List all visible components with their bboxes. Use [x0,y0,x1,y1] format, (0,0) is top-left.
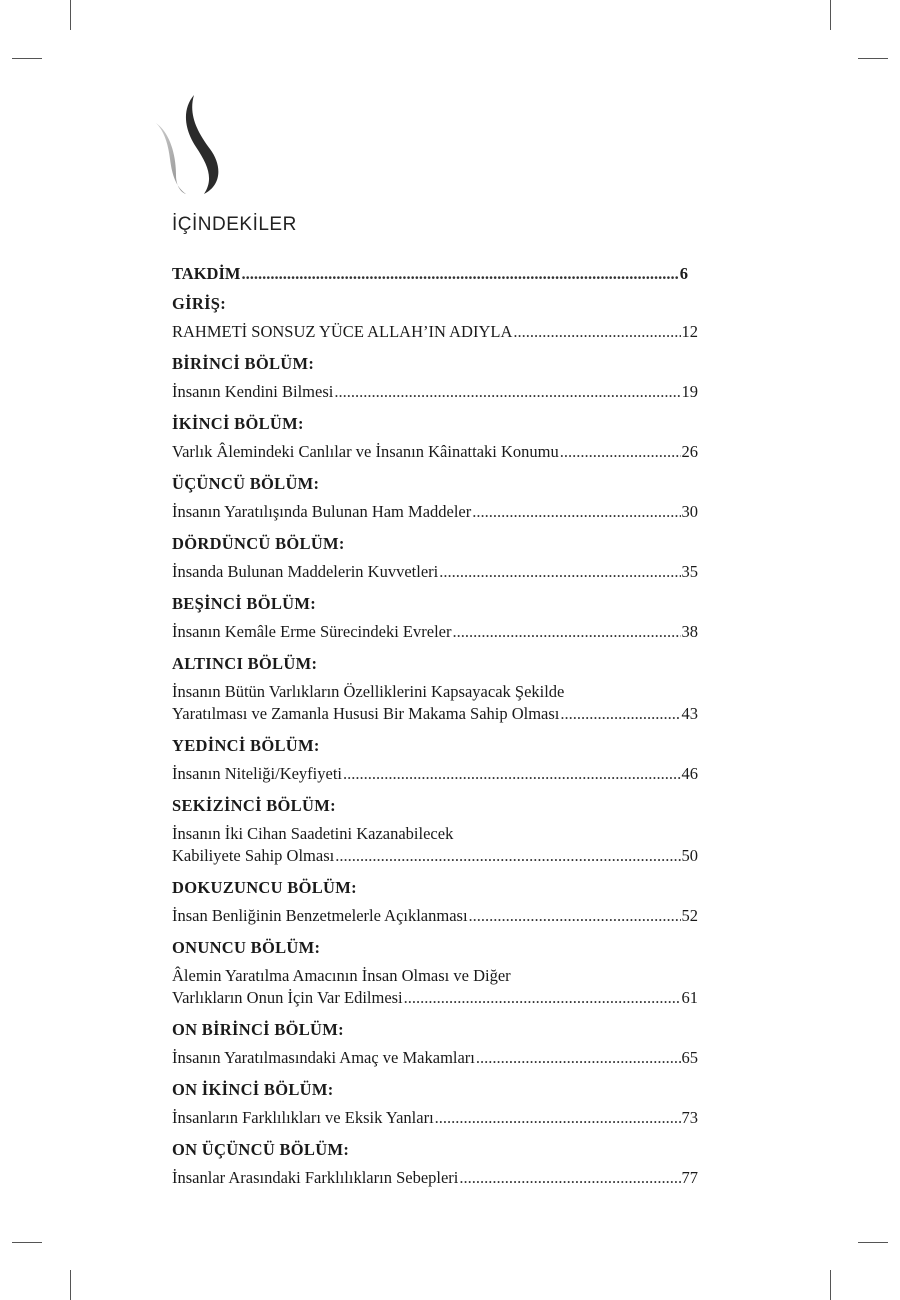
toc-entry[interactable] [172,965,698,1009]
dot-leader [472,501,680,523]
toc-entry-line [172,501,698,523]
crop-mark [858,1242,888,1243]
crop-mark [70,1270,71,1300]
toc-section [172,1079,698,1129]
toc-entry-text-line: Âlemin Yaratılma Amacının İnsan Olması ve Diğer [172,966,511,985]
dot-leader [334,381,680,403]
dot-leader [404,987,681,1009]
toc-entry-title: İnsanların Farklılıkları ve Eksik Yanları [172,1108,434,1127]
toc-entry-title: Varlık Âlemindeki Canlılar ve İnsanın Kâinattaki Konumu [172,442,559,461]
toc-page-number: 73 [681,1108,698,1127]
toc-entry-line [172,987,698,1009]
toc-entry-title: RAHMETİ SONSUZ YÜCE ALLAH’IN ADIYLA [172,322,513,341]
toc-entry-line [172,1047,698,1069]
toc-section [172,293,698,343]
toc-page-number: 43 [681,704,698,723]
toc-entry-title: İnsanlar Arasındaki Farklılıkların Sebepleri [172,1168,459,1187]
toc-entry-line [172,321,698,343]
toc-section [172,1139,698,1189]
toc-entry[interactable] [172,681,698,725]
toc-entry-text-line: İnsanın İki Cihan Saadetini Kazanabilecek [172,824,454,843]
toc-entry[interactable] [172,1167,698,1189]
toc-section [172,413,698,463]
toc-page-number: 26 [681,442,698,461]
toc-entry[interactable] [172,823,698,867]
toc-entry-line [172,381,698,403]
toc-page-number: 30 [681,502,698,521]
toc-entry-title: İnsanda Bulunan Maddelerin Kuvvetleri [172,562,439,581]
toc-entry-title: İnsan Benliğinin Benzetmelerle Açıklanması [172,906,468,925]
toc-entry[interactable] [172,621,698,643]
calligraphy-logo-icon [152,95,222,195]
dot-leader [452,621,680,643]
toc-page-number: 61 [681,988,698,1007]
toc-entry-line [172,561,698,583]
toc-entry-title: TAKDİM [172,264,241,283]
toc-entry-text-line: İnsanın Bütün Varlıkların Özelliklerini Kapsayacak Şekilde [172,682,565,701]
dot-leader [560,703,680,725]
section-title: ON İKİNCİ BÖLÜM: [172,1080,334,1099]
toc-page-number: 52 [681,906,698,925]
toc-section [172,735,698,785]
section-title: ÜÇÜNCÜ BÖLÜM: [172,474,320,493]
toc-entry-title: İnsanın Yaratılmasındaki Amaç ve Makamları [172,1048,475,1067]
table-of-contents [172,263,698,1199]
toc-entry[interactable] [172,561,698,583]
dot-leader [513,321,680,343]
toc-section [172,473,698,523]
dot-leader [241,263,678,285]
toc-entry-line [172,845,698,867]
toc-section [172,653,698,725]
toc-section [172,877,698,927]
dot-leader [439,561,680,583]
toc-entry-title: İnsanın Yaratılışında Bulunan Ham Maddeler [172,502,472,521]
section-title: ON BİRİNCİ BÖLÜM: [172,1020,344,1039]
crop-mark [12,58,42,59]
toc-entry[interactable] [172,381,698,403]
dot-leader [459,1167,680,1189]
toc-entry-title: Varlıkların Onun İçin Var Edilmesi [172,988,403,1007]
section-title: İKİNCİ BÖLÜM: [172,414,304,433]
toc-entry-title: İnsanın Kendini Bilmesi [172,382,334,401]
page-title: İÇİNDEKİLER [172,214,297,235]
toc-entry-line [172,1167,698,1189]
toc-page-number: 77 [681,1168,698,1187]
dot-leader [335,845,680,867]
toc-page-number: 38 [681,622,698,641]
toc-page-number: 50 [681,846,698,865]
toc-page-number: 35 [681,562,698,581]
toc-entry[interactable] [172,1107,698,1129]
section-title: ALTINCI BÖLÜM: [172,654,318,673]
toc-entry[interactable] [172,321,698,343]
toc-entry-title: Yaratılması ve Zamanla Hususi Bir Makama Sahip Olması [172,704,560,723]
toc-section [172,353,698,403]
toc-section [172,937,698,1009]
toc-page-number: 19 [681,382,698,401]
toc-entry-line [172,621,698,643]
toc-entry-title: Kabiliyete Sahip Olması [172,846,335,865]
toc-entry-title: İnsanın Niteliği/Keyfiyeti [172,764,343,783]
section-title: GİRİŞ: [172,294,227,313]
toc-section [172,533,698,583]
toc-page-number: 46 [681,764,698,783]
toc-section [172,795,698,867]
toc-entry-line [172,441,698,463]
toc-entry-takdim[interactable] [172,263,688,285]
crop-mark [70,0,71,30]
dot-leader [560,441,681,463]
toc-section [172,1019,698,1069]
toc-entry[interactable] [172,1047,698,1069]
crop-mark [12,1242,42,1243]
section-title: DÖRDÜNCÜ BÖLÜM: [172,534,345,553]
section-title: BİRİNCİ BÖLÜM: [172,354,315,373]
section-title: ONUNCU BÖLÜM: [172,938,321,957]
section-title: BEŞİNCİ BÖLÜM: [172,594,317,613]
dot-leader [343,763,680,785]
dot-leader [469,905,681,927]
section-title: ON ÜÇÜNCÜ BÖLÜM: [172,1140,350,1159]
crop-mark [830,0,831,30]
toc-entry-line [172,905,698,927]
toc-entry-title: İnsanın Kemâle Erme Sürecindeki Evreler [172,622,452,641]
crop-mark [830,1270,831,1300]
section-title: YEDİNCİ BÖLÜM: [172,736,320,755]
toc-entry-line [172,703,698,725]
toc-entry-line [172,763,698,785]
toc-page-number: 6 [679,264,688,283]
toc-entry[interactable] [172,501,698,523]
section-title: DOKUZUNCU BÖLÜM: [172,878,357,897]
toc-entry[interactable] [172,441,698,463]
section-title: SEKİZİNCİ BÖLÜM: [172,796,336,815]
toc-page-number: 12 [681,322,698,341]
dot-leader [476,1047,681,1069]
toc-entry[interactable] [172,763,698,785]
dot-leader [435,1107,681,1129]
toc-section [172,593,698,643]
toc-page-number: 65 [681,1048,698,1067]
crop-mark [858,58,888,59]
toc-entry[interactable] [172,905,698,927]
toc-entry-line [172,1107,698,1129]
